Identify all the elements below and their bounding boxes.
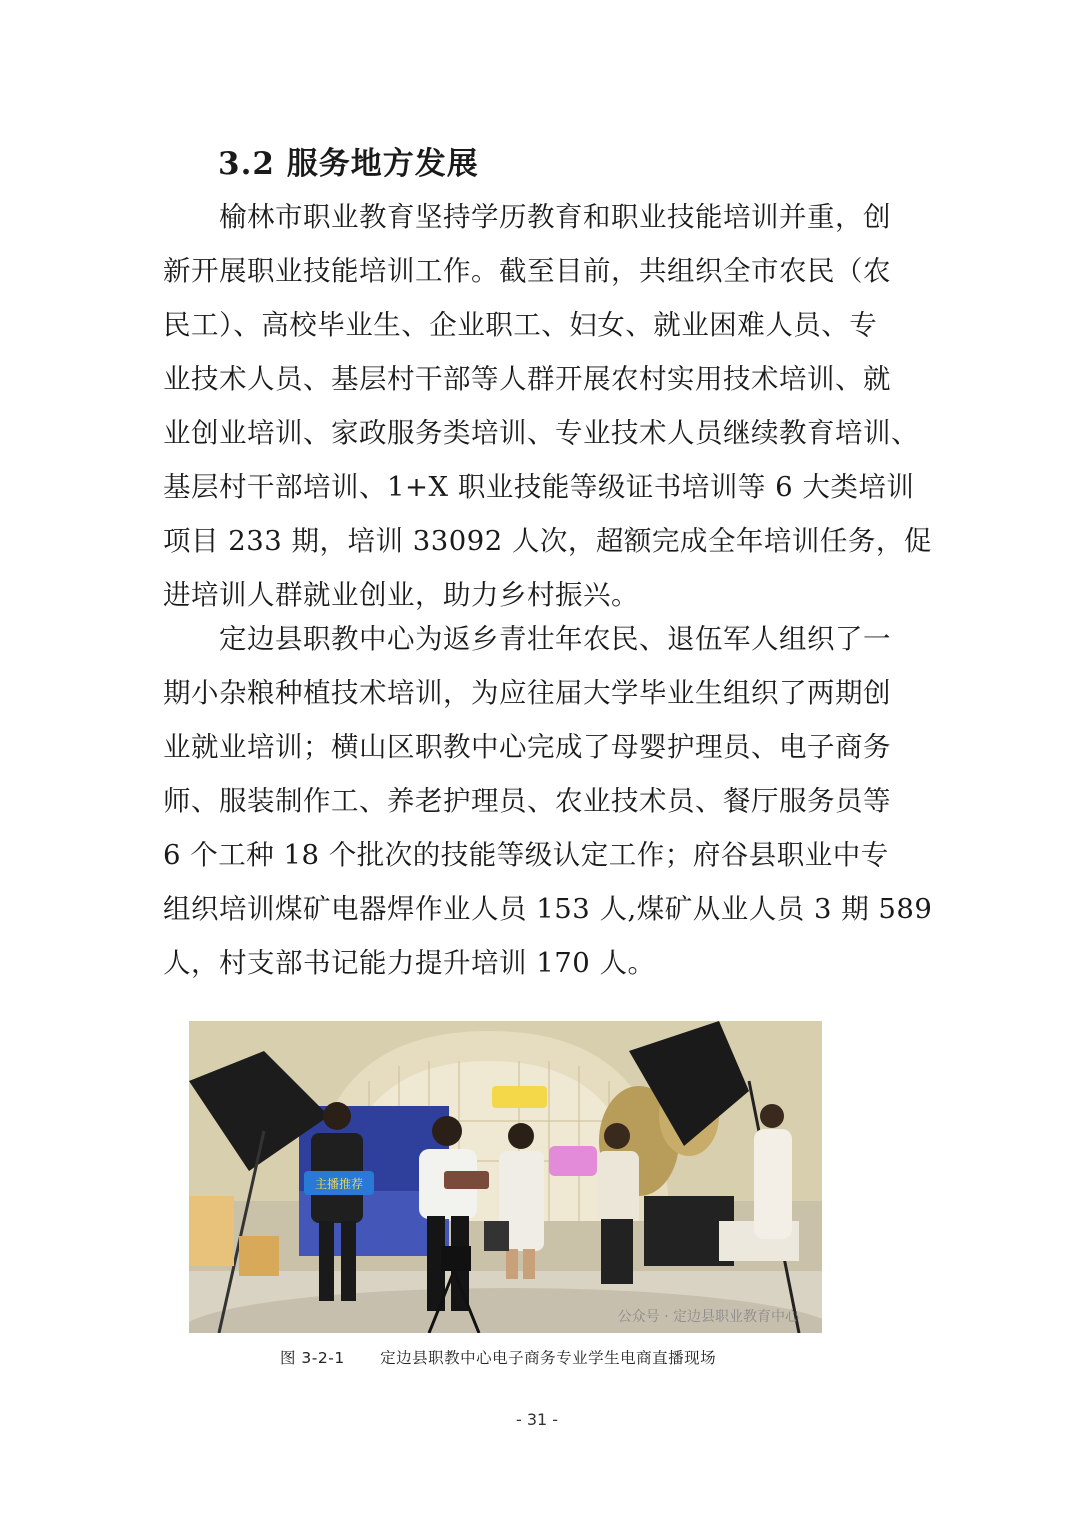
paragraph-2	[163, 612, 933, 990]
text-line: 业技术人员、基层村干部等人群开展农村实用技术培训、就	[163, 363, 891, 395]
livestream-photo	[189, 1021, 822, 1333]
text-line: 期小杂粮种植技术培训，为应往届大学毕业生组织了两期创	[163, 677, 891, 709]
text-line: 组织培训煤矿电器焊作业人员 153 人,煤矿从业人员 3 期 589	[163, 893, 933, 925]
caption-number: 图 3-2-1	[280, 1349, 345, 1367]
text-line: 民工）、高校毕业生、企业职工、妇女、就业困难人员、专	[163, 309, 878, 341]
text-line: 定边县职教中心为返乡青壮年农民、退伍军人组织了一	[163, 623, 891, 655]
text-line: 业就业培训；横山区职教中心完成了母婴护理员、电子商务	[163, 731, 891, 763]
figure-caption	[280, 1346, 716, 1368]
page-number: - 31 -	[515, 1410, 559, 1429]
text-line: 进培训人群就业创业，助力乡村振兴。	[163, 579, 639, 611]
section-heading: 3.2 服务地方发展	[218, 146, 479, 182]
text-line: 新开展职业技能培训工作。截至目前，共组织全市农民（农	[163, 255, 891, 287]
text-line: 项目 233 期，培训 33092 人次，超额完成全年培训任务，促	[163, 525, 932, 557]
sign-label-left: 主播推荐	[314, 1177, 364, 1191]
caption-text: 定边县职教中心电子商务专业学生电商直播现场	[380, 1349, 717, 1367]
text-line: 基层村干部培训、1+X 职业技能等级证书培训等 6 大类培训	[163, 471, 915, 503]
text-line: 榆林市职业教育坚持学历教育和职业技能培训并重，创	[163, 201, 891, 233]
photo-watermark: 公众号 · 定边县职业教育中心	[617, 1309, 799, 1325]
text-line: 业创业培训、家政服务类培训、专业技术人员继续教育培训、	[163, 417, 919, 449]
paragraph-1	[163, 190, 932, 622]
text-line: 6 个工种 18 个批次的技能等级认定工作；府谷县职业中专	[163, 839, 889, 871]
text-line: 师、服装制作工、养老护理员、农业技术员、餐厅服务员等	[163, 785, 891, 817]
text-line: 人，村支部书记能力提升培训 170 人。	[163, 947, 656, 979]
